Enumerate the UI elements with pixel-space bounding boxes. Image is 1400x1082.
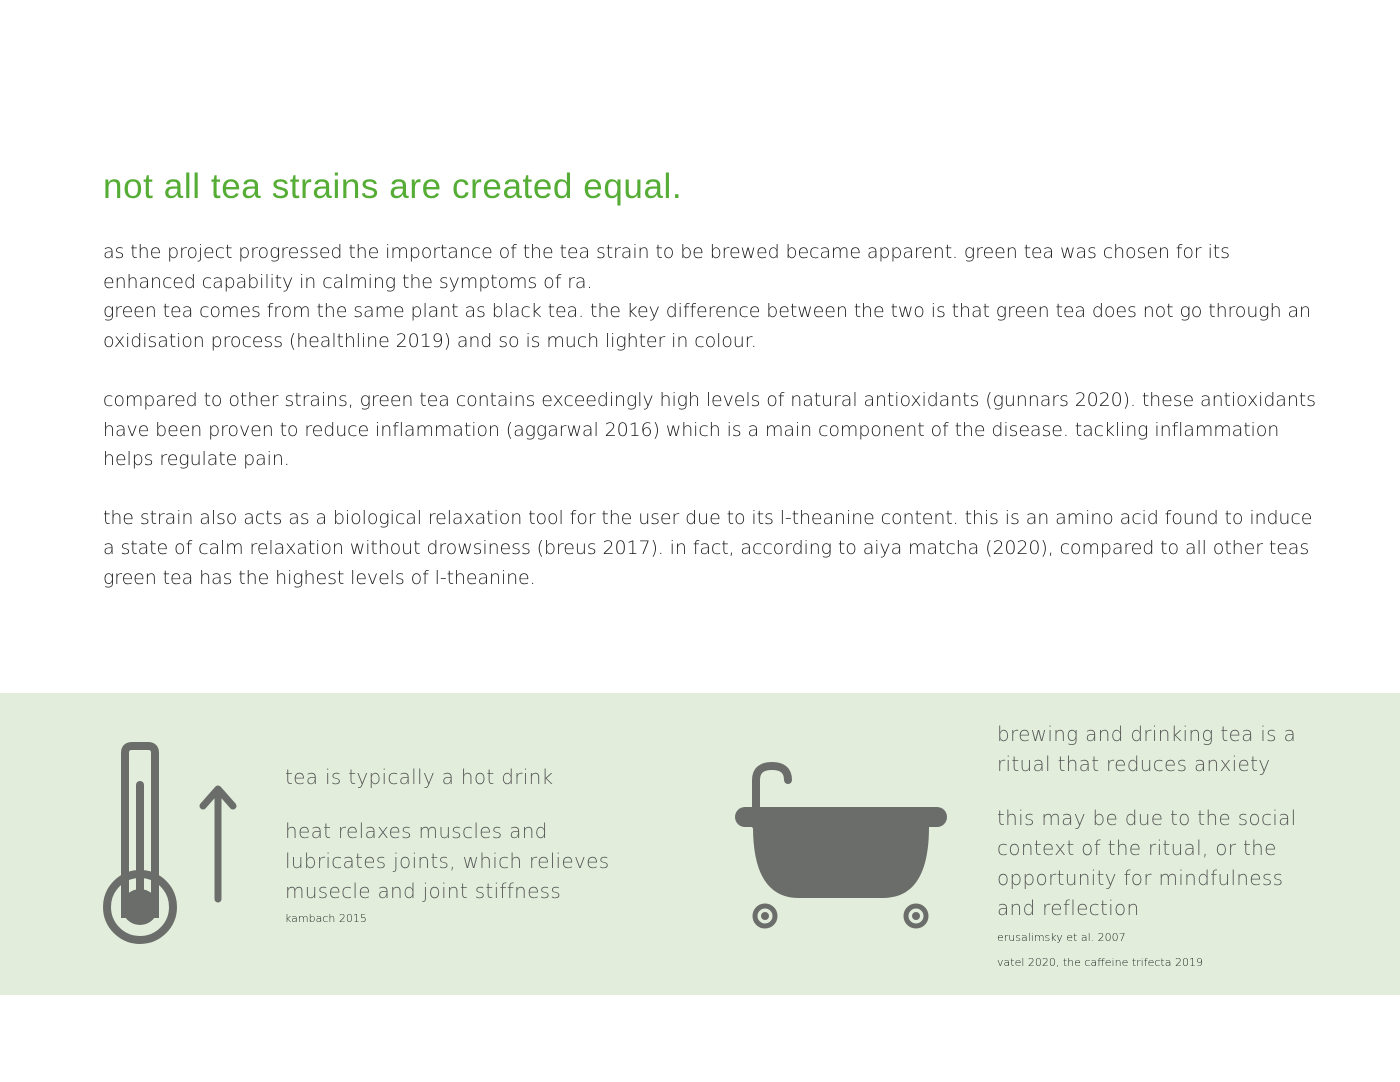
info-band <box>0 693 1400 995</box>
paragraph-antioxidants: compared to other strains, green tea contains exceedingly high levels of natural antioxidants (gunnars 2020). these antioxidants have been proven to reduce inflammation (aggarwal 2016) which is a main component of the disease. tackling inflammation helps regulate pain. <box>103 388 1316 471</box>
ritual-citation-2: vatel 2020, the caffeine trifecta 2019 <box>997 956 1203 969</box>
arrow-up-icon <box>199 781 237 907</box>
body-text <box>103 238 1323 593</box>
bathtub-icon <box>733 760 949 932</box>
heat-citation: kambach 2015 <box>285 912 367 925</box>
ritual-panel <box>997 719 1297 970</box>
paragraph-tea-strain: as the project progressed the importance of the tea strain to be brewed became apparent. green tea was chosen for its enhanced capability in calming the symptoms of ra. <box>103 241 1230 293</box>
paragraph-l-theanine: the strain also acts as a biological relaxation tool for the user due to its l-theanine content. this is an amino acid found to induce a state of calm relaxation without drowsiness (breus 2017). in fact, according to aiya matcha (2020), compared to all other teas green tea has the highest levels of l-theanine. <box>103 507 1313 589</box>
ritual-citation-1: erusalimsky et al. 2007 <box>997 931 1126 944</box>
ritual-detail: this may be due to the social context of the ritual, or the opportunity for mindfulness and reflection <box>997 806 1297 920</box>
ritual-headline: brewing and drinking tea is a ritual that reduces anxiety <box>997 722 1297 776</box>
heat-panel <box>285 762 615 926</box>
heat-headline: tea is typically a hot drink <box>285 765 554 789</box>
paragraph-green-vs-black: green tea comes from the same plant as black tea. the key difference between the two is that green tea does not go through an oxidisation process (healthline 2019) and so is much lighter in colour. <box>103 300 1311 352</box>
heat-detail: heat relaxes muscles and lubricates joints, which relieves musecle and joint stiffness <box>285 819 610 903</box>
thermometer-icon <box>100 741 182 947</box>
page-title: not all tea strains are created equal. <box>103 167 683 206</box>
